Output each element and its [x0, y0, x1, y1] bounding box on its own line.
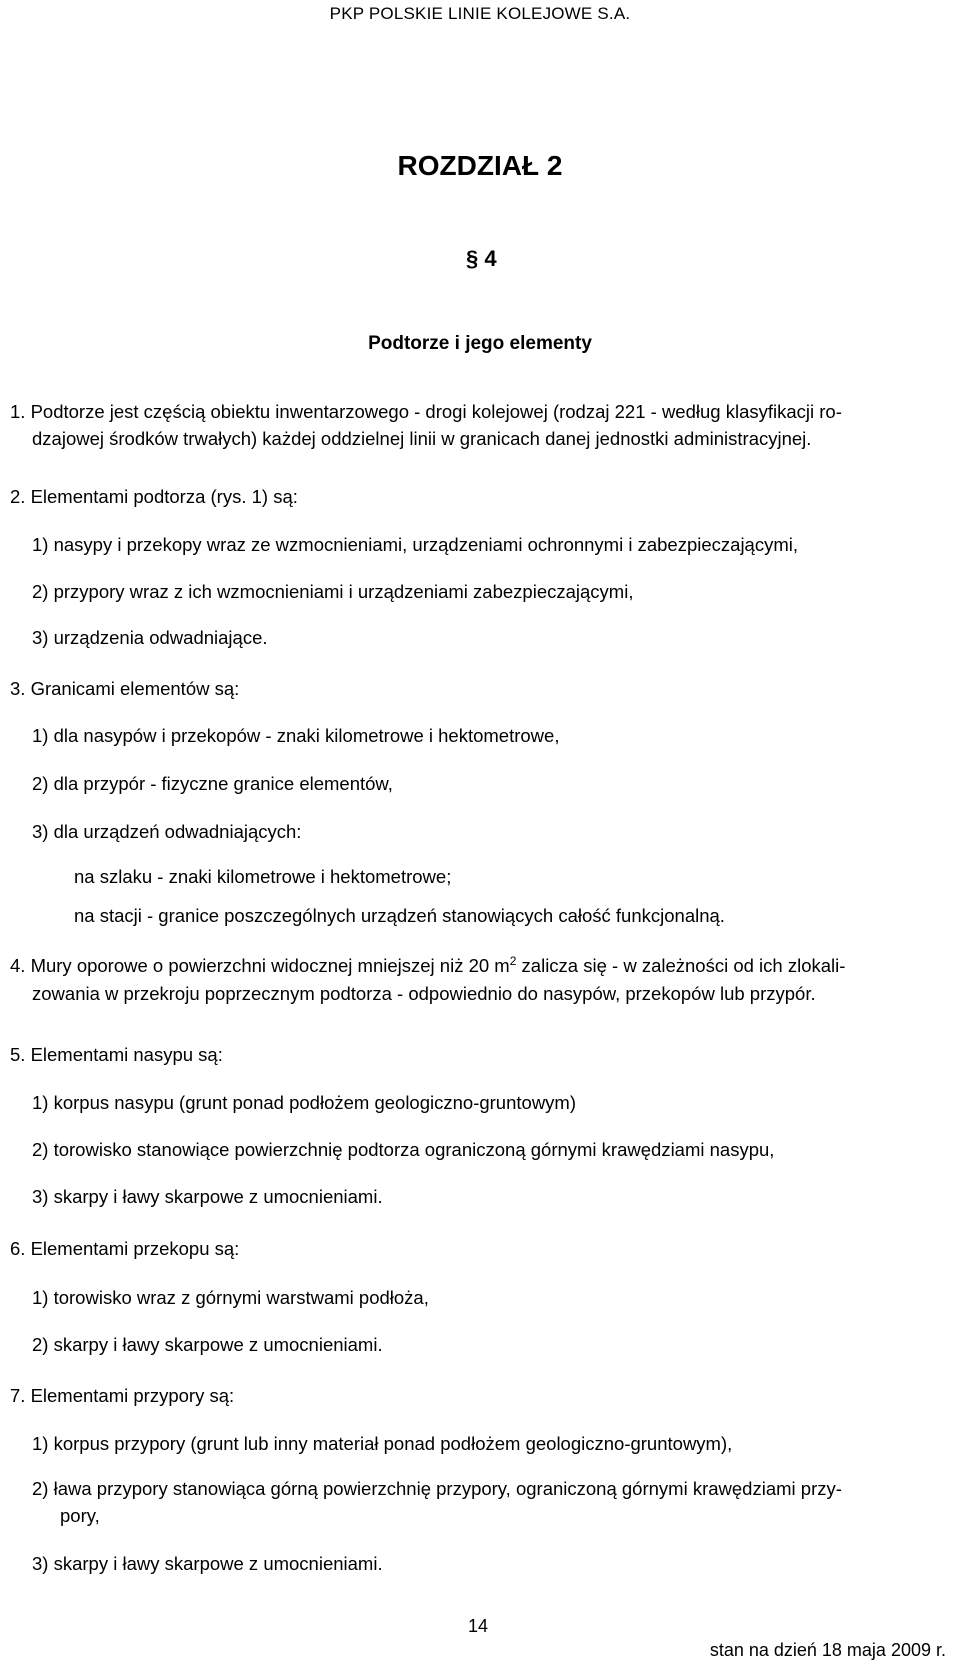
paragraph-7-item-2-line-1: 2) ława przypory stanowiąca górną powierzchnię przypory, ograniczoną górnymi krawędziami przy-: [32, 1478, 842, 1499]
paragraph-4-line-1: 4. Mury oporowe o powierzchni widocznej mniejszej niż 20 $m^2$ zalicza się - w zależności od ich zlokali-: [10, 954, 846, 976]
paragraph-7-item: 1) korpus przypory (grunt lub inny materiał ponad podłożem geologiczno-gruntowym),: [32, 1433, 733, 1454]
paragraph-5-item: 1) korpus nasypu (grunt ponad podłożem geologiczno-gruntowym): [32, 1092, 576, 1113]
section-title: Podtorze i jego elementy: [368, 333, 592, 354]
paragraph-2-item: 2) przypory wraz z ich wzmocnieniami i urządzeniami zabezpieczającymi,: [32, 581, 634, 602]
superscript: 2: [509, 954, 517, 968]
paragraph-6-item: 1) torowisko wraz z górnymi warstwami podłoża,: [32, 1287, 429, 1308]
paragraph-7-item: 3) skarpy i ławy skarpowe z umocnieniami.: [32, 1553, 383, 1574]
paragraph-2-item: 1) nasypy i przekopy wraz ze wzmocnieniami, urządzeniami ochronnymi i zabezpieczającymi,: [32, 534, 798, 555]
paragraph-3-intro: 3. Granicami elementów są:: [10, 678, 240, 699]
paragraph-3-subitem: na stacji - granice poszczególnych urządzeń stanowiących całość funkcjonalną.: [74, 905, 725, 926]
chapter-title: ROZDZIAŁ 2: [397, 150, 563, 181]
paragraph-7-item-2-line-2: pory,: [60, 1505, 100, 1526]
page-number: 14: [468, 1616, 489, 1636]
paragraph-3-subitem: na szlaku - znaki kilometrowe i hektometrowe;: [74, 866, 452, 887]
paragraph-3-item: 2) dla przypór - fizyczne granice elementów,: [32, 773, 393, 794]
section-mark: § 4: [466, 246, 497, 271]
paragraph-6-item: 2) skarpy i ławy skarpowe z umocnieniami.: [32, 1334, 383, 1355]
page-header: PKP POLSKIE LINIE KOLEJOWE S.A.: [329, 4, 631, 23]
paragraph-2-intro: 2. Elementami podtorza (rys. 1) są:: [10, 486, 298, 507]
paragraph-3-item: 1) dla nasypów i przekopów - znaki kilometrowe i hektometrowe,: [32, 725, 560, 746]
footer-date: stan na dzień 18 maja 2009 r.: [709, 1640, 946, 1660]
paragraph-1-line-2: dzajowej środków trwałych) każdej oddzielnej linii w granicach danej jednostki administracyjnej.: [32, 428, 812, 449]
paragraph-5-item: 2) torowisko stanowiące powierzchnię podtorza ograniczoną górnymi krawędziami nasypu,: [32, 1139, 775, 1160]
paragraph-5-item: 3) skarpy i ławy skarpowe z umocnieniami.: [32, 1186, 383, 1207]
paragraph-6-intro: 6. Elementami przekopu są:: [10, 1238, 240, 1259]
paragraph-5-intro: 5. Elementami nasypu są:: [10, 1044, 223, 1065]
paragraph-7-intro: 7. Elementami przypory są:: [10, 1385, 235, 1406]
paragraph-4-line-2: zowania w przekroju poprzecznym podtorza - odpowiednio do nasypów, przekopów lub przypór.: [32, 983, 816, 1004]
paragraph-2-item: 3) urządzenia odwadniające.: [32, 627, 268, 648]
paragraph-3-item: 3) dla urządzeń odwadniających:: [32, 821, 302, 842]
paragraph-1-line-1: 1. Podtorze jest częścią obiektu inwentarzowego - drogi kolejowej (rodzaj 221 - według klasyfikacji ro-: [10, 401, 842, 422]
